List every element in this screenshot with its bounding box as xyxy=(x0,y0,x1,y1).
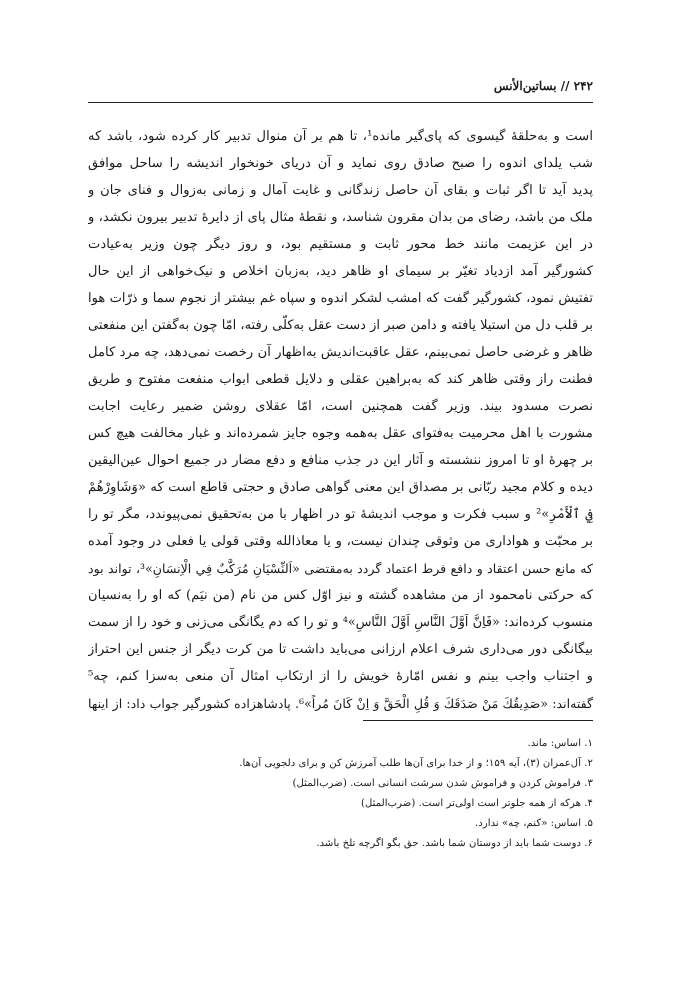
text-line: بیگانگی دور می‌داری شرف اعلام ارزانی می‌باید داشت تا من کرت دیگر از جنس این احتراز xyxy=(88,642,593,657)
text-line: فطنت راز وقتی ظاهر کند که به‌براهین عقلی و دلایل قطعی ابواب منفعت مفتوح و طریق xyxy=(88,372,593,387)
text-line: که حرکتی نامحمود از من مشاهده گشته و نیز اوّل کس من نام (من نیَم) که او را به‌نسیان xyxy=(88,588,593,603)
main-text xyxy=(88,123,593,717)
footnote: ۲. آل‌عمران (۳)، آیه ۱۵۹؛ و از خدا برای آن‌ها طلب آمرزش کن و برای دلجویی آن‌ها. xyxy=(239,758,593,769)
footnote: ۳. فراموش کردن و فراموش شدن سرشت انسانی است. (ضرب‌المثل) xyxy=(292,778,593,789)
running-header: ۲۴۲ // بساتين‌الأنس xyxy=(493,79,593,93)
footnotes xyxy=(88,734,593,854)
text-line: منسوب کرده‌اند: «فَاِنَّ اَوَّلَ النَّاسِ اَوَّلَ النَّاسِ»⁴ و تو را که دم یگانگی می‌زنی و خود را از سمت xyxy=(88,615,593,630)
text-line: کشورگیر آمد ازدیاد تغیّر بر سیمای او ظاهر دید، به‌زبان اخلاص و نیک‌خواهی از این حال xyxy=(88,264,593,279)
text-line: بر محبّت و هواداری من وثوقی چندان نیست، و یا معاذالله وقتی قولی یا فعلی در وجود آمده xyxy=(88,534,593,549)
text-line: شب یلدای اندوه را صبح صادق روی نماید و آن دریای خونخوار اندیشه را ساحل موافق xyxy=(88,156,593,171)
footnote: ۶. دوست شما باید از دوستان شما باشد. حق بگو اگرچه تلخ باشد. xyxy=(316,838,593,849)
text-line: بر چهرهٔ او تا امروز ننشسته و آثار این در جذب منافع و دفع مضار در جمیع احوال عین‌الیقین xyxy=(88,453,593,468)
text-line: گفته‌اند: «صَدِيقُكَ مَنْ صَدَقَكَ وَ قُلِ الْحَقَّ وَ اِنْ كَانَ مُراً»⁶. پادشاهزاده کشورگیر جواب داد: از اینها xyxy=(88,696,593,711)
text-line: فِي ٱلْأَمْرِ»² و سبب فکرت و موجب اندیشهٔ تو در اظهار با من به‌تحقیق نمی‌پیوندد، مگر تو را xyxy=(88,507,593,522)
text-line: در این عزیمت مانند خط محور ثابت و مستقیم بود، و روز دیگر چون وزیر به‌عیادت xyxy=(88,237,593,252)
text-line: مشورت با اهل محرمیت به‌فتوای عقل به‌همه وجوه جایز شمرده‌اند و غبار مخالفت هیچ کس xyxy=(88,426,593,441)
footnote: ۱. اساس: ماند. xyxy=(527,738,593,749)
text-line: پدید آید تا اگر ثبات و بقای آن حاصل زندگانی و غایت آمال و زمانی به‌زوال و فنای جان و xyxy=(88,183,593,198)
text-line: تفتیش نمود، کشورگیر گفت که امشب لشکر اندوه و سپاه غم بیشتر از نجوم سما و ذرّات هوا xyxy=(88,291,593,306)
text-line: نصرت مسدود بیند. وزیر گفت همچنین است، امّا عقلای روشن ضمیر رعایت اجابت xyxy=(88,399,593,414)
footnote: ۵. اساس: «کنم، چه» ندارد. xyxy=(475,818,593,829)
footnote-rule xyxy=(363,720,593,721)
text-line: است و به‌حلقهٔ گیسوی که پای‌گیر مانده¹، تا هم بر آن منوال تدبیر کار کرده شود، باشد که xyxy=(88,129,593,144)
text-line: بر قلب دل من استیلا یافته و دامن صبر از دست عقل به‌کلّی رفته، امّا چون به‌گفتن این منفعتی xyxy=(88,318,593,333)
text-line: ملک من باشد، رضای من بدان مقرون شناسد، و نقطهٔ مثال پای از دایرهٔ تدبیر بیرون نکشد، و xyxy=(88,210,593,225)
text-line: که مانع حسن اعتقاد و دافع فرط اعتماد گردد به‌مقتضی «اَلنِّسْيَانِ مُرَكَّبٌ فِي الْاِنسَانِ»³، تواند بود xyxy=(88,561,593,576)
text-line: ظاهر و غرضی حاصل نمی‌بینم، عقل عاقبت‌اندیش به‌اظهار آن رخصت نمی‌دهد، چه مرد کامل xyxy=(88,345,593,360)
header-rule xyxy=(88,102,593,103)
footnote: ۴. هرکه از همه جلوتر است اولی‌تر است. (ضرب‌المثل) xyxy=(360,798,593,809)
text-line: و اجتناب واجب بینم و نفس امّارهٔ خویش را از ارتکاب امثال آن منعی به‌سزا کنم، چه⁵ xyxy=(88,669,593,684)
text-line: دیده و کلام مجید ربّانی بر مصداق این معنی گواهی صادق و حجتی قاطع است که «وَشَاوِرْهُمْ xyxy=(88,480,593,495)
